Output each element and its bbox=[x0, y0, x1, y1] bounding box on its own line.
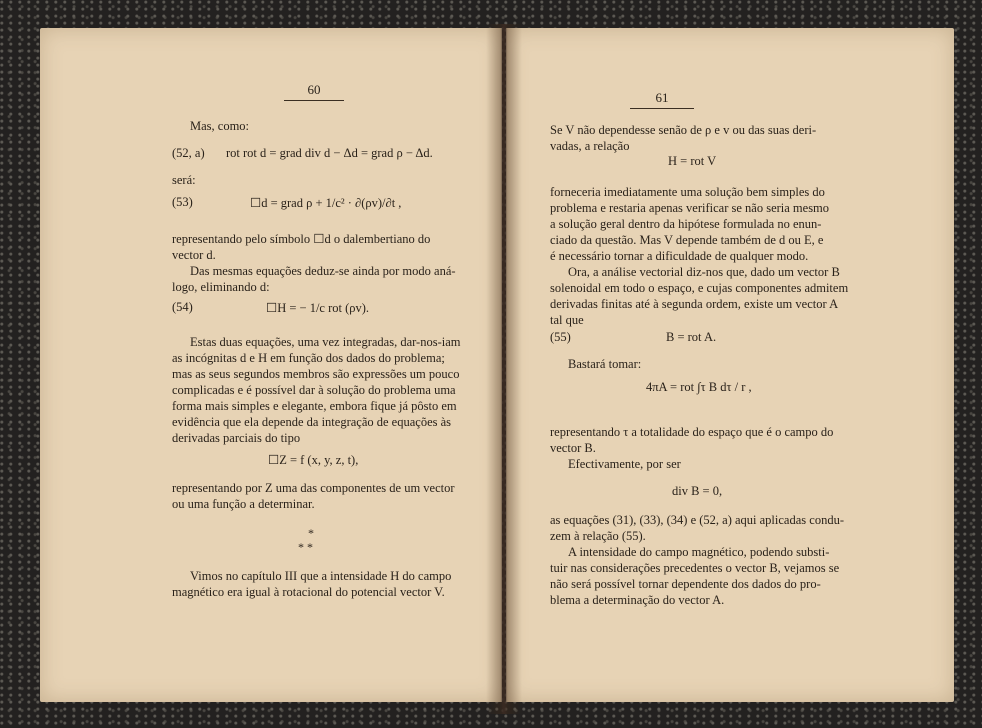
text-line: evidência que ela depende da integração de equações às bbox=[172, 415, 452, 429]
page-number-rule bbox=[284, 100, 344, 101]
equation-label: (52, a) bbox=[172, 146, 205, 160]
text-line: zem à relação (55). bbox=[550, 529, 646, 543]
section-star: * bbox=[308, 526, 314, 540]
text-line: vector B. bbox=[550, 441, 596, 455]
text-line: forma mais simples e elegante, embora fique já pôsto em bbox=[172, 399, 457, 413]
text-line: blema a determinação do vector A. bbox=[550, 593, 725, 607]
text-line: não será possível tornar dependente dos dados do pro- bbox=[550, 577, 821, 591]
text-line: representando por Z uma das componentes de um vector bbox=[172, 481, 455, 495]
equation: ☐H = − 1/c rot (ρv). bbox=[266, 301, 370, 315]
equation: B = rot A. bbox=[666, 330, 717, 344]
equation: rot rot d = grad div d − Δd = grad ρ − Δd. bbox=[226, 146, 433, 160]
text-line: vector d. bbox=[172, 248, 216, 262]
equation: ☐d = grad ρ + 1/c² · ∂(ρv)/∂t , bbox=[250, 196, 402, 210]
text-line: Efectivamente, por ser bbox=[568, 457, 681, 471]
text-line: representando τ a totalidade do espaço que é o campo do bbox=[550, 425, 834, 439]
text-line: vadas, a relação bbox=[550, 139, 630, 153]
right-page bbox=[506, 28, 954, 702]
text-line: tal que bbox=[550, 313, 584, 327]
equation: div B = 0, bbox=[672, 484, 723, 498]
text-line: mas as seus segundos membros são expressões um pouco bbox=[172, 367, 460, 381]
section-stars: * * bbox=[298, 540, 313, 554]
text-line: problema e restaria apenas verificar se não seria mesmo bbox=[550, 201, 830, 215]
text-line: Estas duas equações, uma vez integradas, dar-nos-iam bbox=[190, 335, 461, 349]
text-line: logo, eliminando d: bbox=[172, 280, 270, 294]
text-line: forneceria imediatamente uma solução bem simples do bbox=[550, 185, 825, 199]
text-line: a solução geral dentro da hipótese formulada no enun- bbox=[550, 217, 822, 231]
page-number-rule bbox=[630, 108, 694, 109]
text-line: complicadas e é possível dar à solução do problema uma bbox=[172, 383, 456, 397]
page-number: 60 bbox=[307, 82, 321, 97]
text-line: será: bbox=[172, 173, 196, 187]
equation-label: (55) bbox=[550, 330, 571, 344]
equation: H = rot V bbox=[668, 154, 717, 168]
text-line: Mas, como: bbox=[190, 119, 250, 133]
text-line: Das mesmas equações deduz-se ainda por modo aná- bbox=[190, 264, 456, 278]
text-line: derivadas finitas até à segunda ordem, existe um vector A bbox=[550, 297, 839, 311]
equation-label: (54) bbox=[172, 300, 193, 314]
text-line: ciado da questão. Mas V depende também de d ou E, e bbox=[550, 233, 824, 247]
text-line: magnético era igual à rotacional do potencial vector V. bbox=[172, 585, 445, 599]
equation: ☐Z = f (x, y, z, t), bbox=[268, 453, 359, 467]
equation: 4πA = rot ∫τ B dτ / r , bbox=[646, 380, 752, 394]
text-line: é necessário tornar a dificuldade de qualquer modo. bbox=[550, 249, 809, 263]
text-line: Se V não dependesse senão de ρ e v ou das suas deri- bbox=[550, 123, 817, 137]
text-line: as incógnitas d e H em função dos dados do problema; bbox=[172, 351, 445, 365]
text-line: tuir nas considerações precedentes o vector B, vejamos se bbox=[550, 561, 840, 575]
text-line: Vimos no capítulo III que a intensidade H do campo bbox=[190, 569, 452, 583]
page-number: 61 bbox=[655, 90, 669, 105]
left-page bbox=[40, 28, 502, 702]
text-line: Bastará tomar: bbox=[568, 357, 642, 371]
text-line: A intensidade do campo magnético, podendo substi- bbox=[568, 545, 830, 559]
book-gutter bbox=[486, 24, 522, 714]
text-line: solenoidal em todo o espaço, e cujas componentes admitem bbox=[550, 281, 849, 295]
text-line: Ora, a análise vectorial diz-nos que, dado um vector B bbox=[568, 265, 840, 279]
equation-label: (53) bbox=[172, 195, 193, 209]
text-line: as equações (31), (33), (34) e (52, a) aqui aplicadas condu- bbox=[550, 513, 844, 527]
text-line: derivadas parciais do tipo bbox=[172, 431, 301, 445]
text-line: representando pelo símbolo ☐d o dalembertiano do bbox=[172, 232, 431, 246]
text-line: ou uma função a determinar. bbox=[172, 497, 315, 511]
